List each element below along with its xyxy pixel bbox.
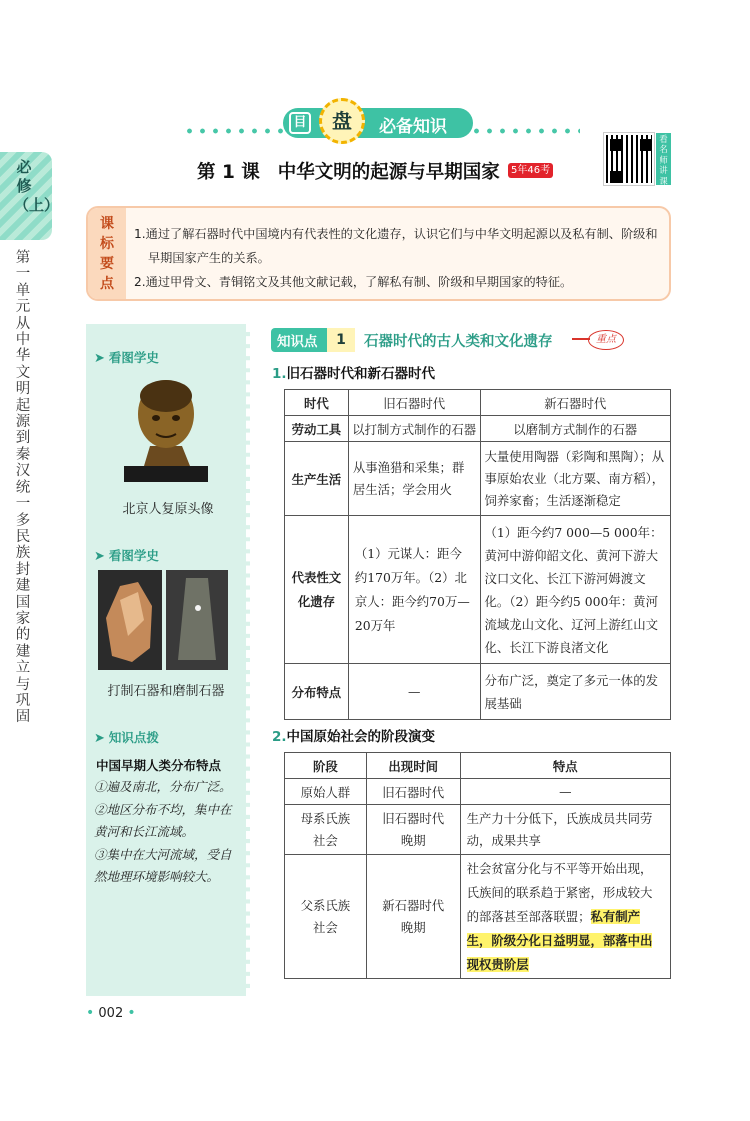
table-row: 生产生活 从事渔猎和采集；群居生活；学会用火 大量使用陶器（彩陶和黑陶）；从事原始农业（北方粟、南方稻），饲养家畜；生活逐渐稳定 — [285, 442, 671, 516]
chipped-stone-tool-image — [98, 570, 162, 670]
section-banner — [283, 108, 473, 138]
lesson-name: 中华文明的起源与早期国家 — [277, 162, 500, 183]
table-header-row: 阶段 出现时间 特点 — [285, 753, 671, 779]
arrow-icon: ➤ — [94, 351, 105, 366]
lesson-title — [197, 158, 500, 184]
peking-man-bust-image — [116, 374, 216, 484]
caption-stone-tools: 打制石器和磨制石器 — [107, 684, 225, 699]
table-header-row: 时代 旧石器时代 新石器时代 — [285, 390, 671, 416]
highlighted-text: 私有制产生，阶级分化日益明显，部落中出现权贵阶层 — [466, 908, 653, 972]
knowledge-point-title: 石器时代的古人类和文化遗存 — [364, 334, 553, 350]
caption-peking-man: 北京人复原头像 — [122, 502, 214, 517]
table-row: 母系氏族社会 旧石器时代晚期 生产力十分低下，氏族成员共同劳动，成果共享 — [285, 805, 671, 855]
banner-icon: 目 — [289, 112, 311, 134]
page-number: • 002 • — [86, 1005, 136, 1021]
section-2-title: 2.中国原始社会的阶段演变 — [272, 729, 436, 745]
stone-age-table — [284, 389, 671, 720]
polished-stone-tool-image — [166, 570, 228, 670]
tips-title: 中国早期人类分布特点 — [96, 758, 222, 773]
sidebar-heading-picture-1: ➤ 看图学史 — [94, 350, 159, 366]
section-1-title: 1.旧石器时代和新石器时代 — [272, 366, 436, 382]
tips-item: ②地区分布不均，集中在黄河和长江流域。 — [94, 802, 232, 839]
standard-item: 2.通过甲骨文、青铜铭文及其他文献记载，了解私有制、阶级和早期国家的特征。 — [134, 275, 573, 289]
unit-vertical-title: 第一单元 从中华文明起源到秦汉统一多民族封建国家的建立与巩固 — [15, 250, 45, 726]
table-row: 原始人群 旧石器时代 — — [285, 779, 671, 805]
sidebar — [86, 324, 250, 996]
knowledge-point-number: 1 — [327, 328, 355, 352]
dot-divider-left — [183, 128, 293, 134]
key-point-stamp: 重点 — [588, 330, 624, 350]
exam-frequency-badge: 5年46考 — [508, 163, 553, 178]
dot-divider-right — [470, 128, 580, 134]
standards-label: 课 标 要 点 — [88, 208, 126, 299]
table-row: 代表性文化遗存 （1）元谋人：距今约170万年。（2）北京人：距今约70万—20万年 （1）距今约7 000—5 000年：黄河中游仰韶文化、黄河下游大汶口文化、长江下游河姆渡文化。（2）距今约5 000年：黄河流域龙山文化、辽河上游红山文化、长江下游良渚文化 — [285, 516, 671, 664]
sidebar-heading-picture-2: ➤ 看图学史 — [94, 548, 159, 564]
sidebar-heading-tips: ➤ 知识点拨 — [94, 730, 159, 746]
qr-video-tag[interactable]: 看名师讲课 — [656, 133, 671, 185]
tips-item: ①遍及南北，分布广泛。 — [94, 779, 232, 794]
arrow-icon: ➤ — [94, 731, 105, 746]
banner-title: 必备知识 — [379, 117, 447, 137]
table-row: 分布特点 — 分布广泛，奠定了多元一体的发展基础 — [285, 664, 671, 720]
side-tab-book-label: 必修（上） — [14, 158, 60, 214]
knowledge-point-tag: 知识点 1 — [271, 328, 355, 352]
arrow-icon: ➤ — [94, 549, 105, 564]
lesson-number: 第 1 课 — [197, 162, 260, 183]
primitive-society-table — [284, 752, 671, 979]
curriculum-standards-box — [86, 206, 671, 301]
banner-circle-icon: 盘 — [319, 98, 365, 144]
standards-text — [134, 222, 664, 294]
tips-item: ③集中在大河流域，受自然地理环境影响较大。 — [94, 847, 232, 884]
table-row: 劳动工具 以打制方式制作的石器 以磨制方式制作的石器 — [285, 416, 671, 442]
standard-item: 1.通过了解石器时代中国境内有代表性的文化遗存，认识它们与中华文明起源以及私有制、阶级和早期国家产生的关系。 — [134, 227, 658, 265]
side-tab — [0, 152, 60, 240]
qr-code-icon[interactable] — [604, 133, 654, 185]
table-row: 父系氏族社会 新石器时代晚期 社会贫富分化与不平等开始出现，氏族间的联系趋于紧密，形成较大的部落甚至部落联盟；私有制产生，阶级分化日益明显，部落中出现权贵阶层 — [285, 855, 671, 979]
